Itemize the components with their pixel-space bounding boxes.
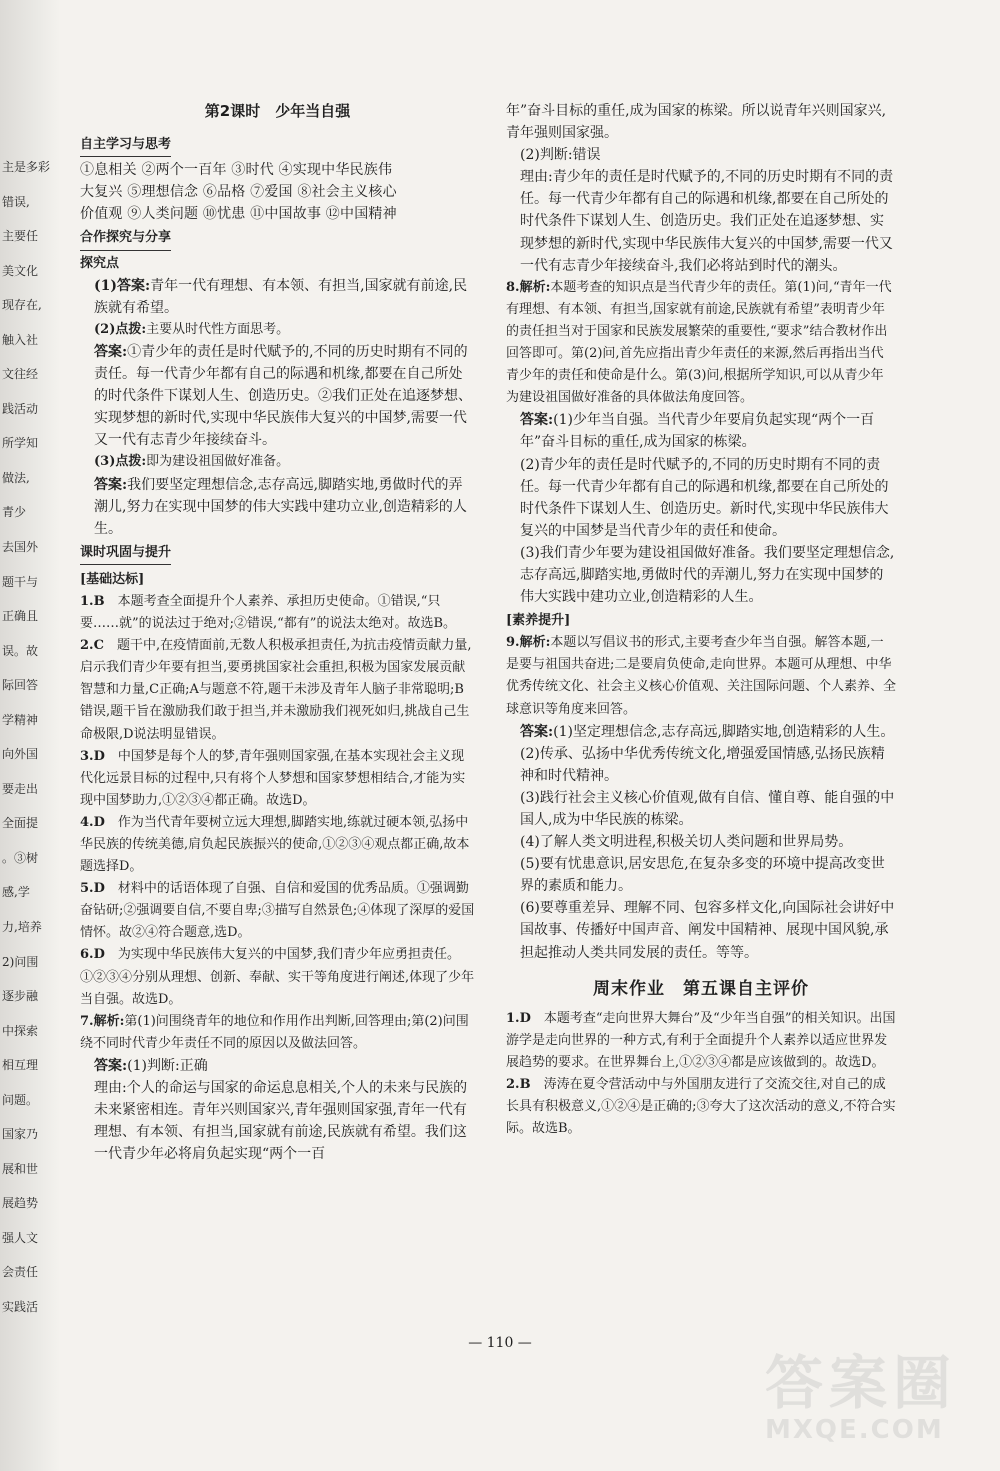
page-number: — 110 — — [468, 1335, 532, 1351]
list-item: 6.D 为实现中华民族伟大复兴的中国梦,我们青少年应勇担责任。①②③④分别从理想、创新、奉献、实干等角度进行阐述,体现了少年当自强。故选D。 — [80, 947, 475, 1007]
margin-fragment: 所学知 — [2, 436, 39, 450]
self-study-heading: 自主学习与思考 — [80, 134, 171, 157]
item-9-answer: (3)践行社会主义核心价值观,做有自信、懂自尊、能自强的中国人,成为中华民族的栋梁。 — [520, 789, 895, 828]
margin-fragment: 感,学 — [2, 885, 30, 899]
watermark-en: MXQE.COM — [765, 1415, 944, 1445]
item-9: 9.解析:本题以写倡议书的形式,主要考查少年当自强。解答本题,一是要与祖国共奋进;二是要肩负使命,走向世界。本题可从理想、中华优秀传统文化、社会主义核心价值观、关注国际问题、个人素养、全球意识等角度来回答。 — [506, 635, 897, 717]
item-9-answer: (4)了解人类文明进程,积极关切人类问题和世界局势。 — [520, 834, 853, 851]
continued-text: 年”奋斗目标的重任,成为国家的栋梁。所以说青年兴则国家兴,青年强则国家强。 — [506, 103, 887, 142]
margin-fragment: 问题。 — [2, 1093, 39, 1107]
margin-fragment: 要走出 — [2, 782, 39, 796]
margin-fragment: 逐步融 — [2, 989, 39, 1003]
margin-fragment: 中探索 — [2, 1024, 39, 1038]
margin-fragment: 做法, — [2, 471, 30, 485]
margin-fragment: 学精神 — [2, 713, 39, 727]
self-study-line: 大复兴 ⑤理想信念 ⑥品格 ⑦爱国 ⑧社会主义核心 — [80, 184, 397, 201]
list-item: 2.C 题干中,在疫情面前,无数人积极承担责任,为抗击疫情贡献力量,启示我们青少年要有担当,要勇挑国家社会重担,积极为国家发展贡献智慧和力量,C正确;A与题意不符,题干未涉及青年人脑子非常聪明;B错误,题干旨在激励我们敢于担当,并未激励我们视死如归,挑战自己生命极限,D说法明显错误。 — [80, 638, 472, 742]
q3-answer: 答案:我们要坚定理想信念,志存高远,脚踏实地,勇做时代的弄潮儿,努力在实现中国梦的伟大实践中建功立业,创造精彩的人生。 — [94, 476, 467, 537]
list-item: 2.B 涛涛在夏令营活动中与外国朋友进行了交流交往,对自己的成长具有积极意义,①②④是正确的;③夸大了这次活动的意义,不符合实际。故选B。 — [506, 1077, 896, 1137]
margin-fragment: 展和世 — [2, 1162, 39, 1176]
margin-fragment: 实践活 — [2, 1300, 39, 1314]
margin-fragment: 误。故 — [2, 644, 39, 658]
right-column — [506, 100, 896, 1140]
margin-fragment: 向外国 — [2, 747, 39, 761]
margin-fragment: 全面提 — [2, 816, 39, 830]
margin-fragment: 触入社 — [2, 333, 39, 347]
q2-judge: (2)判断:错误 — [520, 147, 601, 164]
basic-label: [基础达标] — [80, 571, 145, 587]
margin-fragment: 青少 — [2, 505, 27, 519]
watermark-logo — [765, 1351, 980, 1461]
margin-fragment: 践活动 — [2, 402, 39, 416]
q2-answer: 答案:①青少年的责任是时代赋予的,不同的历史时期有不同的责任。每一代青少年都有自己的际遇和机缘,都要在自己所处的时代条件下谋划人生、创造历史。②我们正处在追逐梦想、实现梦想的新时代,实现中华民族伟大复兴的中国梦,需要一代又一代有志青少年接续奋斗。 — [94, 343, 472, 449]
left-column — [80, 100, 475, 1165]
consolidate-heading: 课时巩固与提升 — [80, 542, 171, 565]
q2-hint: (2)点拨:主要从时代性方面思考。 — [94, 321, 290, 337]
margin-fragment: 会责任 — [2, 1265, 39, 1279]
watermark-cn: 答案圈 — [765, 1349, 958, 1417]
margin-fragment: 国家乃 — [2, 1127, 39, 1141]
literacy-label: [素养提升] — [506, 613, 571, 629]
margin-fragment: 。③树 — [2, 851, 39, 865]
margin-fragment: 正确且 — [2, 609, 39, 623]
item-8-answer-3: (3)我们青少年要为建设祖国做好准备。我们要坚定理想信念,志存高远,脚踏实地,勇做时代的弄潮儿,努力在实现中国梦的伟大实践中建功立业,创造精彩的人生。 — [520, 544, 895, 606]
item-7-answer: 答案:(1)判断:正确 — [94, 1057, 208, 1074]
margin-fragment: 强人文 — [2, 1231, 39, 1245]
left-margin-strip — [0, 0, 60, 1471]
margin-fragment: 题干与 — [2, 575, 39, 589]
list-item: 4.D 作为当代青年要树立远大理想,脚踏实地,练就过硬本领,弘扬中华民族的传统美德,肩负起民族振兴的使命,①②③④观点都正确,故本题选择D。 — [80, 814, 470, 875]
margin-fragment: 主要任 — [2, 229, 39, 243]
list-item: 5.D 材料中的话语体现了自强、自信和爱国的优秀品质。①强调勤奋钻研;②强调要自信,不要自卑;③描写自然景色;④体现了深厚的爱国情怀。故②④符合题意,选D。 — [80, 881, 475, 941]
margin-fragment: 相互理 — [2, 1058, 39, 1072]
self-study-answers — [80, 159, 475, 225]
self-study-line: ①息相关 ②两个一百年 ③时代 ④实现中华民族伟 — [80, 162, 393, 179]
item-9-answer-1: 答案:(1)坚定理想信念,志存高远,脚踏实地,创造精彩的人生。 — [520, 723, 895, 740]
margin-fragment: 现存在, — [2, 298, 42, 312]
item-9-answer: (5)要有忧患意识,居安思危,在复杂多变的环境中提高改变世界的素质和能力。 — [520, 856, 885, 895]
explore-label: 探究点 — [80, 255, 120, 271]
margin-fragment: 错误, — [2, 195, 30, 209]
item-8: 8.解析:本题考查的知识点是当代青少年的责任。第(1)问,“青年一代有理想、有本领、有担当,国家就有前途,民族就有希望”表明青少年的责任担当对于国家和民族发展繁荣的重要性,“要求”结合教材作出回答即可。第(2)问,首先应指出青少年责任的来源,然后再指出当代青少年的责任和使命是什么。第(3)问,根据所学知识,可以从青少年为建设祖国做好准备的具体做法角度回答。 — [506, 279, 892, 406]
item-9-answer: (6)要尊重差异、理解不同、包容多样文化,向国际社会讲好中国故事、传播好中国声音、阐发中国精神、展现中国风貌,承担起推动人类共同发展的责任。等等。 — [520, 900, 895, 961]
margin-fragment: 力,培养 — [2, 920, 42, 934]
q2-reason: 理由:青少年的责任是时代赋予的,不同的历史时期有不同的责任。每一代青少年都有自己的际遇和机缘,都要在自己所处的时代条件下谋划人生、创造历史。我们正处在追逐梦想、实现梦想的新时代,实现中华民族伟大复兴的中国梦,需要一代又一代有志青少年接续奋斗,我们必将站到时代的潮头。 — [520, 169, 894, 274]
margin-fragment: 去国外 — [2, 540, 39, 554]
margin-fragment: 际回答 — [2, 678, 39, 692]
item-7: 7.解析:第(1)问围绕青年的地位和作用作出判断,回答理由;第(2)问围绕不同时代青少年责任不同的原因以及做法回答。 — [80, 1013, 469, 1051]
margin-fragment: 展趋势 — [2, 1196, 39, 1210]
coop-heading: 合作探究与分享 — [80, 227, 171, 250]
margin-fragment: 美文化 — [2, 264, 39, 278]
margin-fragment: 2)问围 — [2, 955, 39, 969]
self-study-line: 价值观 ⑨人类问题 ⑩忧患 ⑪中国故事 ⑫中国精神 — [80, 206, 397, 223]
item-8-answer-1: 答案:(1)少年当自强。当代青少年要肩负起实现“两个一百年”奋斗目标的重任,成为国家的栋梁。 — [520, 412, 875, 451]
item-8-answer-2: (2)青少年的责任是时代赋予的,不同的历史时期有不同的责任。每一代青少年都有自己的际遇和机缘,都要在自己所处的时代条件下谋划人生、创造历史。新时代,实现中华民族伟大复兴的中国梦是当代青少年的责任和使命。 — [520, 456, 889, 539]
item-7-reason: 理由:个人的命运与国家的命运息息相关,个人的未来与民族的未来紧密相连。青年兴则国家兴,青年强则国家强,青年一代有理想、有本领、有担当,国家就有前途,民族就有希望。我们这一代青少年必将肩负起实现“两个一百 — [94, 1080, 468, 1163]
list-item: 3.D 中国梦是每个人的梦,青年强则国家强,在基本实现社会主义现代化远景目标的过程中,只有将个人梦想和国家梦想相结合,才能为实现中国梦助力,①②③④都正确。故选D。 — [80, 748, 466, 808]
basic-items — [80, 591, 475, 1011]
margin-fragment: 文往经 — [2, 367, 39, 381]
list-item: 1.D 本题考查“走向世界大舞台”及“少年当自强”的相关知识。出国游学是走向世界的一种方式,有利于全面提升个人素养以适应世界发展趋势的要求。在世界舞台上,①②③④都是应该做到的。故选D。 — [506, 1010, 896, 1070]
lesson-title: 第2课时 少年当自强 — [204, 102, 351, 120]
q1-answer: (1)答案:青年一代有理想、有本领、有担当,国家就有前途,民族就有希望。 — [94, 277, 468, 316]
list-item: 1.B 本题考查全面提升个人素养、承担历史使命。①错误,“只要……就”的说法过于绝对;②错误,“都有”的说法太绝对。故选B。 — [80, 593, 457, 632]
weekly-title: 周末作业 第五课自主评价 — [593, 978, 809, 999]
margin-fragment: 主是多彩 — [2, 160, 51, 174]
q3-hint: (3)点拨:即为建设祖国做好准备。 — [94, 454, 290, 470]
item-9-answer: (2)传承、弘扬中华优秀传统文化,增强爱国情感,弘扬民族精神和时代精神。 — [520, 745, 885, 784]
